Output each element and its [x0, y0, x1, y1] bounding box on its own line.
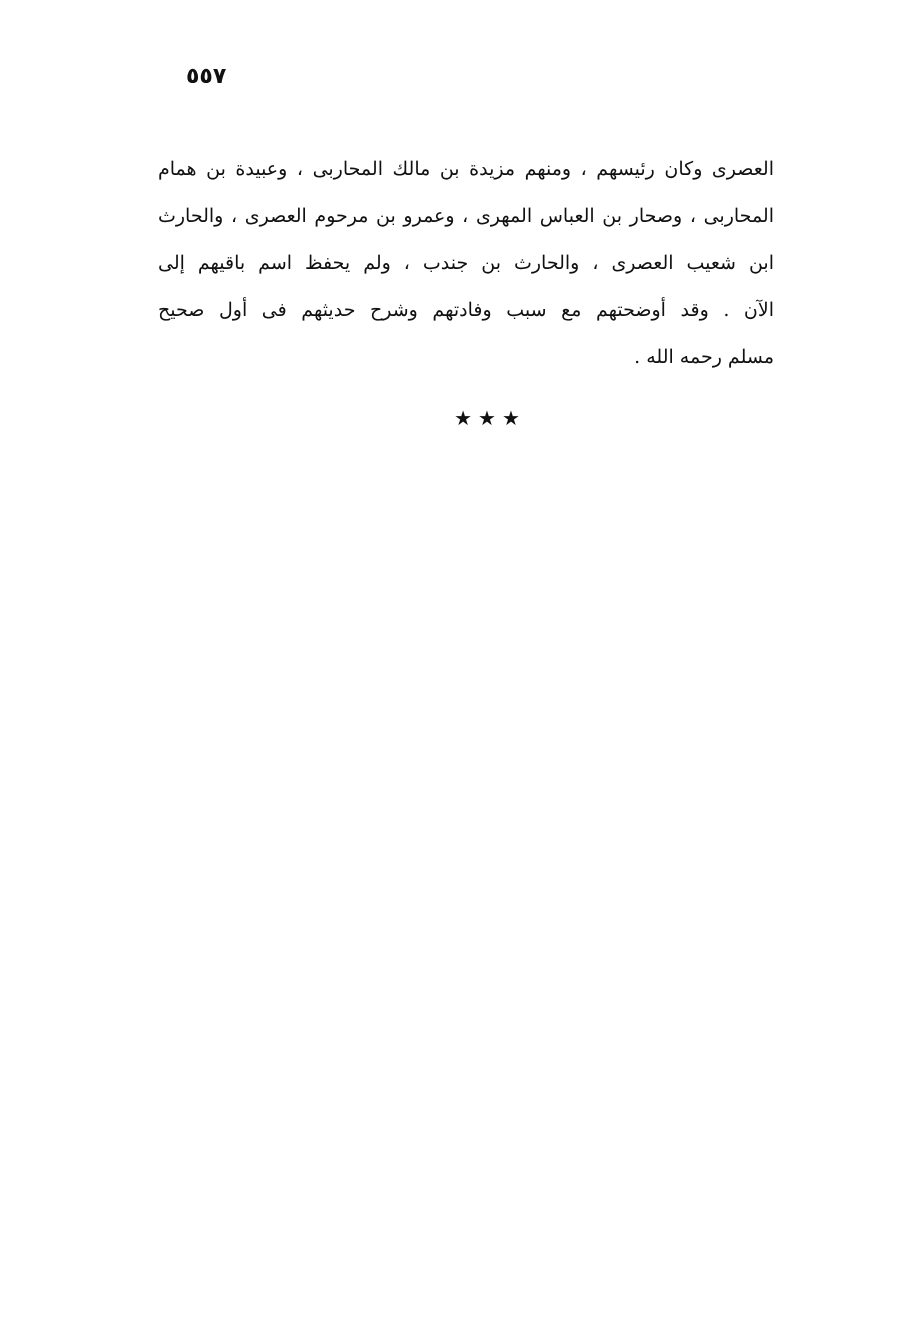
section-separator-stars: ★★★	[454, 406, 526, 430]
text-line-1: العصرى وكان رئيسهم ، ومنهم مزيدة بن مالك المحاربى ، وعبيدة بن همام	[158, 158, 774, 180]
text-line-4: الآن . وقد أوضحتهم مع سبب وفادتهم وشرح حديثهم فى أول صحيح	[158, 299, 774, 321]
page-number: ٥٥٧	[186, 64, 227, 89]
text-line-3: ابن شعيب العصرى ، والحارث بن جندب ، ولم يحفظ اسم باقيهم إلى	[158, 252, 774, 274]
text-line-2: المحاربى ، وصحار بن العباس المهرى ، وعمرو بن مرحوم العصرى ، والحارث	[158, 205, 774, 227]
text-line-5: مسلم رحمه الله .	[634, 346, 774, 368]
body-text	[158, 146, 774, 381]
